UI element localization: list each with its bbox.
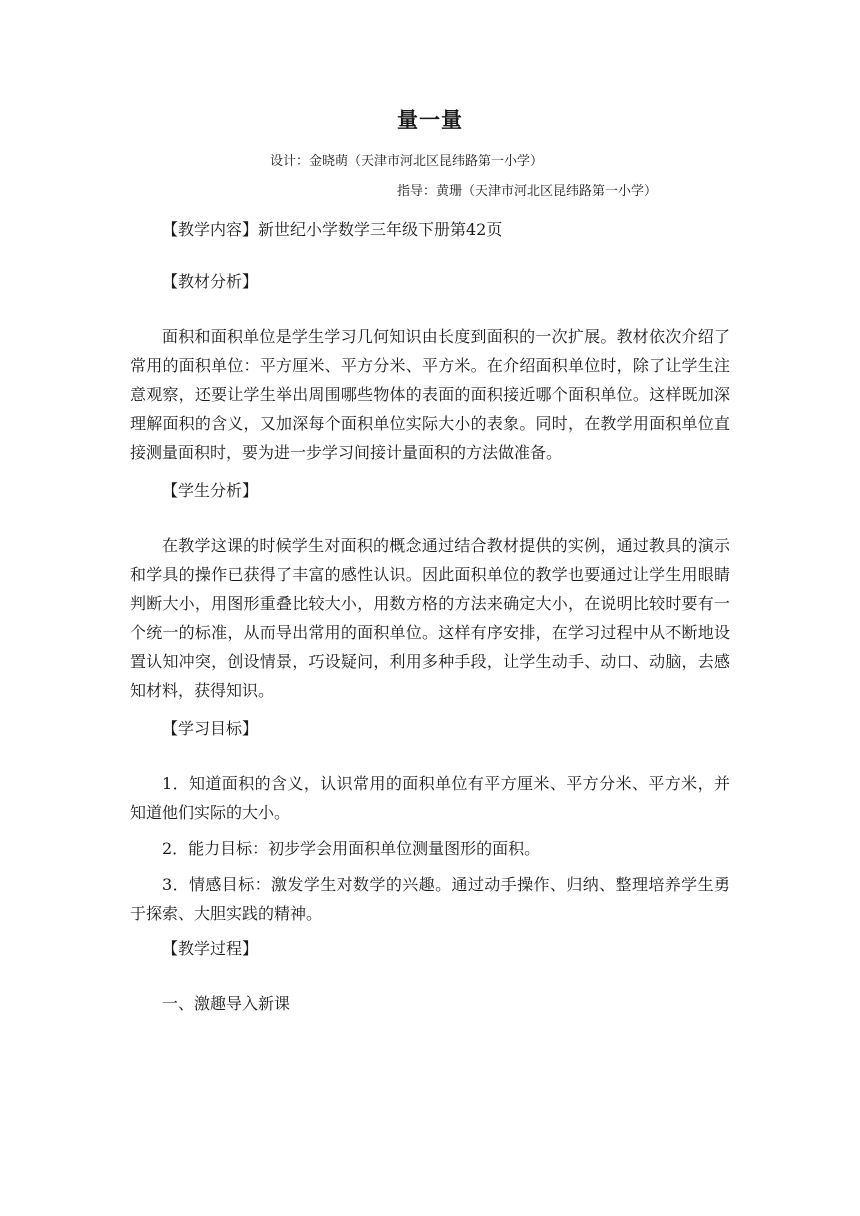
teaching-process-heading: 【教学过程】 (162, 939, 259, 958)
designer-credit: 设计：金晓萌（天津市河北区昆纬路第一小学） (270, 154, 544, 169)
learning-goal-item: 2．能力目标：初步学会用面积单位测量图形的面积。 (162, 839, 541, 858)
material-analysis-heading: 【教材分析】 (162, 272, 259, 291)
document-title: 量一量 (397, 108, 463, 132)
teaching-content-line: 【教学内容】新世纪小学数学三年级下册第42页 (162, 220, 503, 239)
material-analysis-paragraph: 面积和面积单位是学生学习几何知识由长度到面积的一次扩展。教材依次介绍了常用的面积单位：平方厘米、平方分米、平方米。在介绍面积单位时，除了让学生注意观察，还要让学生举出周围哪些物体的表面的面积接近哪个面积单位。这样既加深理解面积的含义，又加深每个面积单位实际大小的表象。同时，在教学用面积单位直接测量面积时，要为进一步学习间接计量面积的方法做准备。 (130, 327, 730, 462)
learning-goal-item: 1．知道面积的含义，认识常用的面积单位有平方厘米、平方分米、平方米，并知道他们实际的大小。 (130, 774, 730, 822)
learning-goal-item: 3．情感目标：激发学生对数学的兴趣。通过动手操作、归纳、整理培养学生勇于探索、大胆实践的精神。 (130, 875, 730, 923)
student-analysis-heading: 【学生分析】 (162, 481, 259, 500)
advisor-credit: 指导：黄珊（天津市河北区昆纬路第一小学） (397, 184, 658, 199)
learning-goals-heading: 【学习目标】 (162, 719, 259, 738)
section-one-heading: 一、激趣导入新课 (162, 994, 291, 1013)
student-analysis-paragraph: 在教学这课的时候学生对面积的概念通过结合教材提供的实例，通过教具的演示和学具的操作已获得了丰富的感性认识。因此面积单位的教学也要通过让学生用眼睛判断大小，用图形重叠比较大小，用数方格的方法来确定大小，在说明比较时要有一个统一的标准，从而导出常用的面积单位。这样有序安排，在学习过程中从不断地设置认知冲突，创设情景，巧设疑问，利用多种手段，让学生动手、动口、动脑，去感知材料，获得知识。 (130, 536, 730, 700)
document-body (130, 216, 730, 1018)
